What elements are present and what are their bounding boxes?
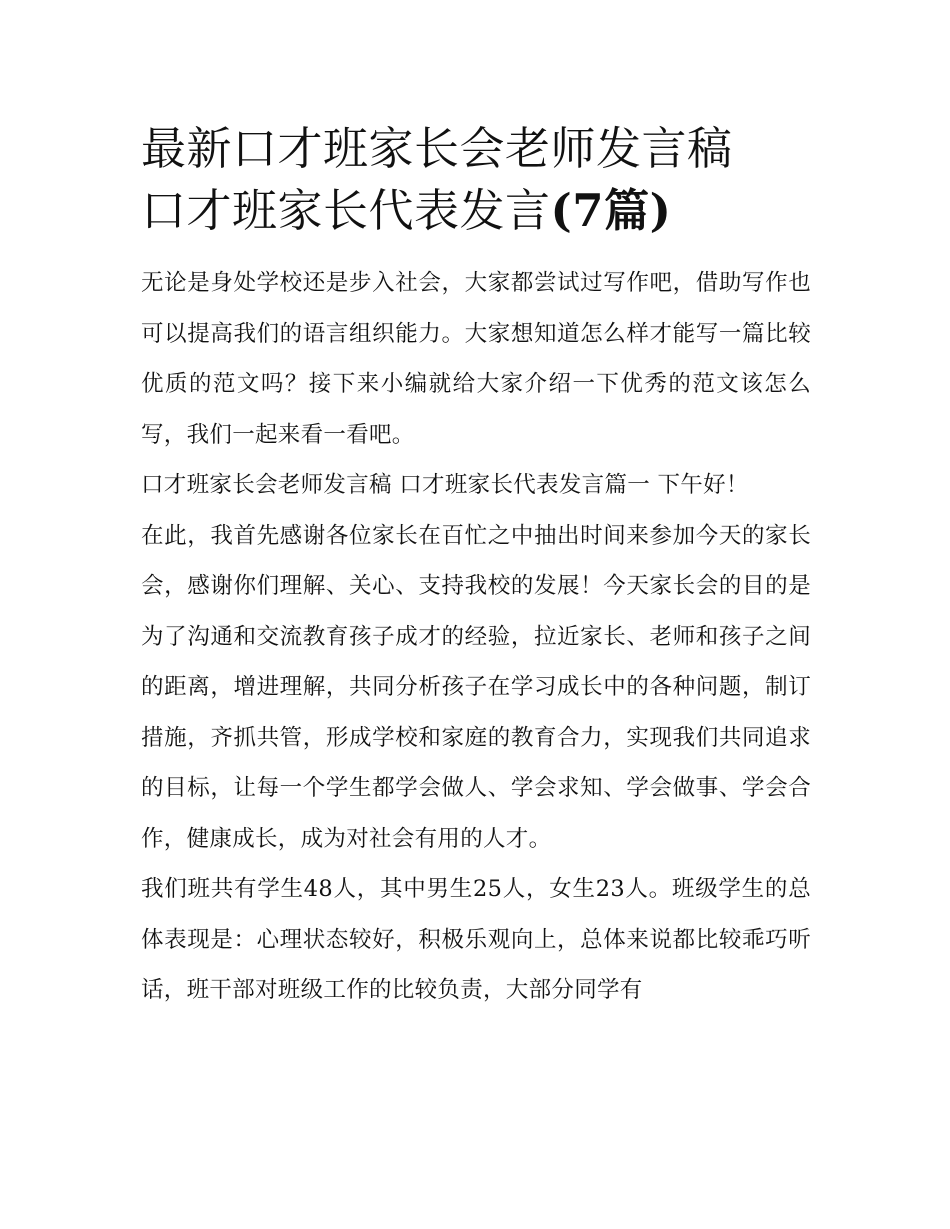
document-title: [141, 118, 811, 242]
class-info-paragraph: 我们班共有学生48人，其中男生25人，女生23人。班级学生的总体表现是：心理状态较好，积极乐观向上，总体来说都比较乖巧听话，班干部对班级工作的比较负责，大部分同学有: [141, 876, 811, 1003]
intro-paragraph: 无论是身处学校还是步入社会，大家都尝试过写作吧，借助写作也可以提高我们的语言组织能力。大家想知道怎么样才能写一篇比较优质的范文吗？接下来小编就给大家介绍一下优秀的范文该怎么写，我们一起来看一看吧。: [141, 270, 811, 448]
title-line-2: 口才班家长代表发言: [141, 184, 551, 237]
title-line-2-suffix: (7篇): [550, 184, 672, 237]
document-content: [141, 118, 811, 1016]
title-line-1: 最新口才班家长会老师发言稿: [141, 122, 733, 175]
section-heading-paragraph: 口才班家长会老师发言稿 口才班家长代表发言篇一 下午好！: [141, 472, 749, 498]
body-paragraph: 在此，我首先感谢各位家长在百忙之中抽出时间来参加今天的家长会，感谢你们理解、关心、支持我校的发展！今天家长会的目的是为了沟通和交流教育孩子成才的经验，拉近家长、老师和孩子之间的距离，增进理解，共同分析孩子在学习成长中的各种问题，制订措施，齐抓共管，形成学校和家庭的教育合力，实现我们共同追求的目标，让每一个学生都学会做人、学会求知、学会做事、学会合作，健康成长，成为对社会有用的人才。: [141, 522, 811, 852]
